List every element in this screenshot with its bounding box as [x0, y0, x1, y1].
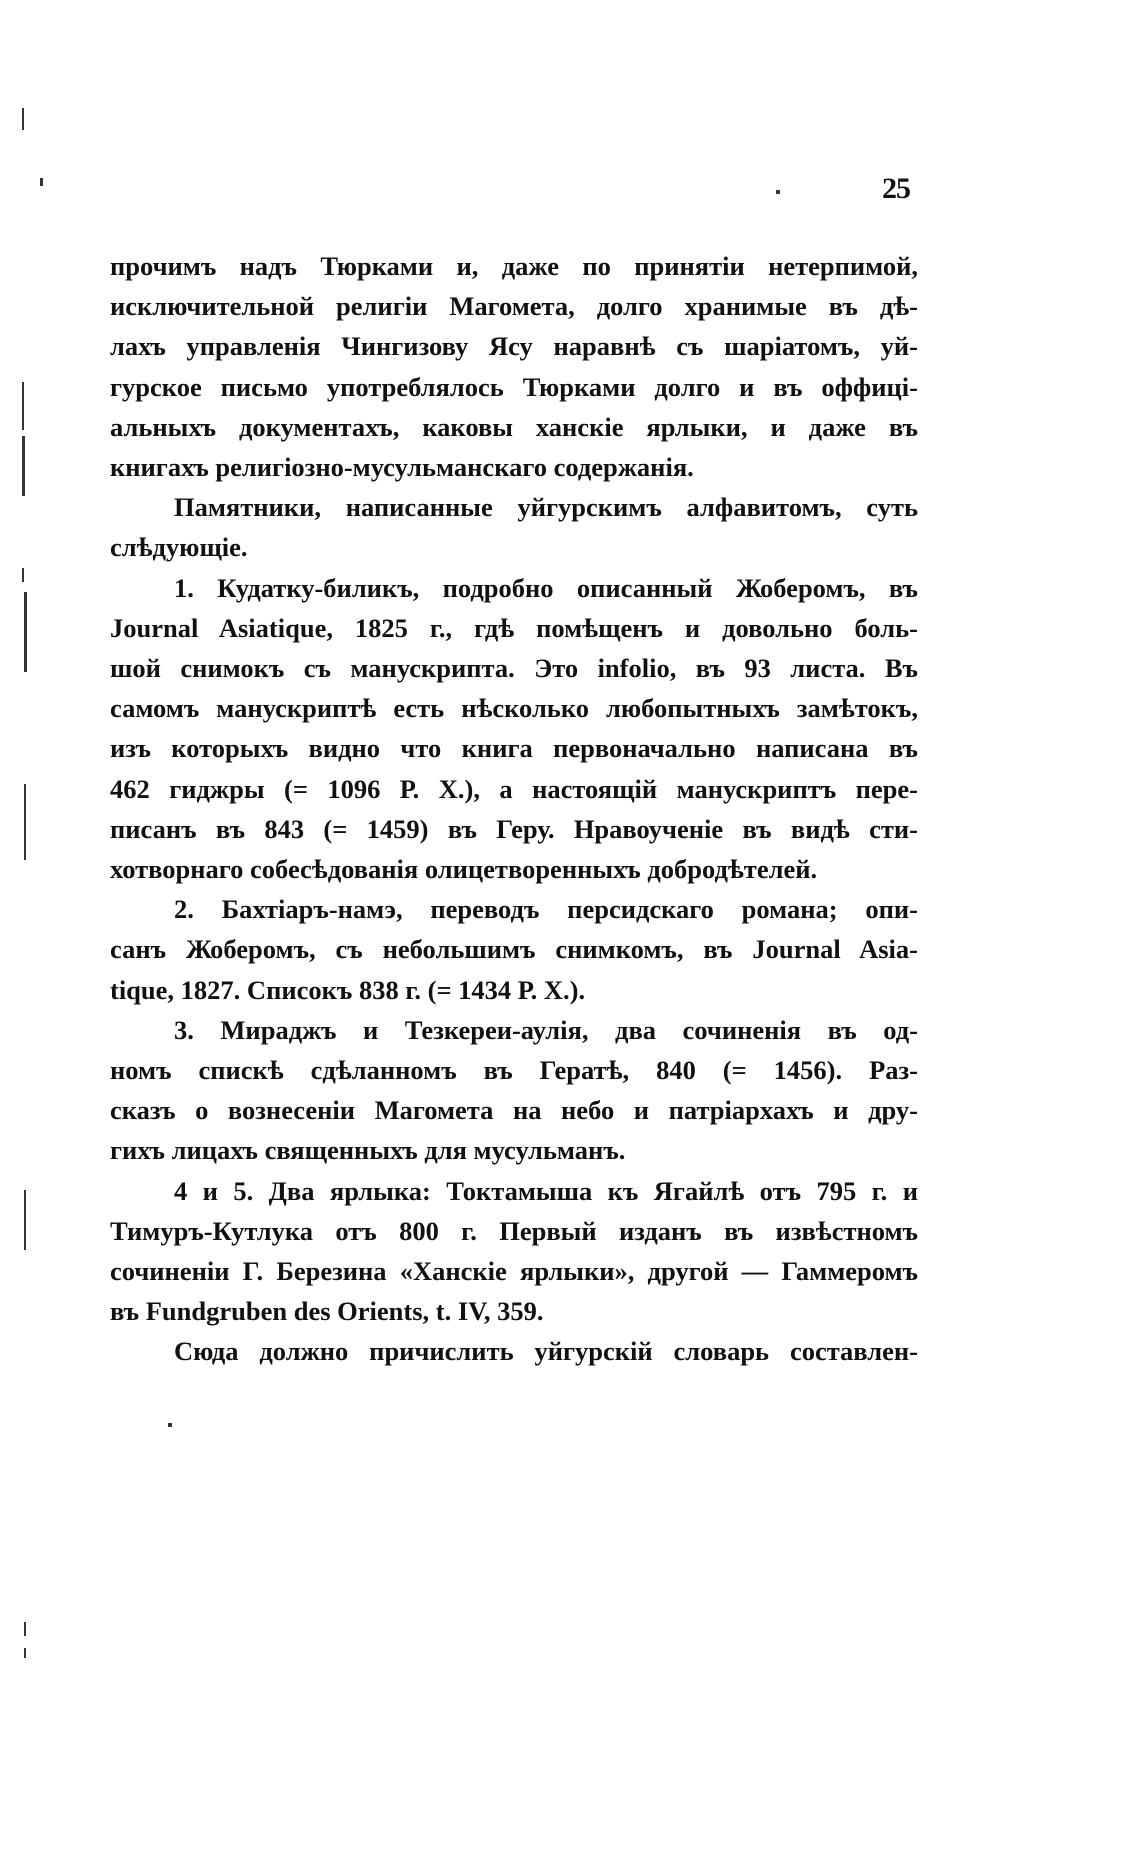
text-line: въ Fundgruben des Orients, t. IV, 359.: [110, 1296, 544, 1327]
text-line: гихъ лицахъ священныхъ для мусульманъ.: [110, 1135, 626, 1166]
text-line: шой снимокъ съ манускрипта. Это infolio, въ 93 листа. Въ: [110, 653, 918, 684]
list-item-2: [110, 889, 918, 1010]
scan-mark: [24, 1190, 26, 1250]
text-line: 2. Бахтіаръ-намэ, переводъ персидскаго романа; опи-: [174, 894, 918, 925]
body-text: [110, 246, 918, 1372]
scan-mark: [22, 108, 24, 130]
scan-mark: [24, 822, 26, 860]
text-line: 3. Мираджъ и Тезкереи-аулія, два сочиненія въ од-: [174, 1014, 918, 1045]
text-line: сказъ о вознесеніи Магомета на небо и патріархахъ и дру-: [110, 1095, 918, 1126]
text-line: книгахъ религіозно-мусульманскаго содержанія.: [110, 452, 694, 483]
text-line: сочиненіи Г. Березина «Ханскіе ярлыки», другой — Гаммеромъ: [110, 1256, 918, 1287]
text-line: Сюда должно причислить уйгурскій словарь составлен-: [174, 1336, 918, 1367]
text-line: слѣдующіе.: [110, 532, 248, 563]
scan-dot: [168, 1423, 172, 1427]
scan-mark: [22, 568, 24, 582]
paragraph-closing: [110, 1331, 918, 1371]
scan-dot: [776, 190, 780, 194]
text-line: 4 и 5. Два ярлыка: Токтамыша къ Ягайлѣ отъ 795 г. и: [174, 1175, 918, 1206]
text-line: номъ спискѣ сдѣланномъ въ Гератѣ, 840 (= 1456). Раз-: [110, 1055, 918, 1086]
text-line: гурское письмо употреблялось Тюрками долго и въ оффиці-: [110, 371, 918, 402]
text-line: Памятники, написанные уйгурскимъ алфавитомъ, суть: [174, 492, 918, 523]
scan-mark: [24, 1622, 26, 1636]
paragraph-monuments-intro: [110, 487, 918, 567]
scan-mark: [24, 592, 27, 672]
text-line: tique, 1827. Списокъ 838 г. (= 1434 Р. Х.).: [110, 974, 586, 1005]
text-line: 1. Кудатку-биликъ, подробно описанный Жоберомъ, въ: [174, 572, 918, 603]
text-line: 462 гиджры (= 1096 Р. Х.), а настоящій манускриптъ пере-: [110, 773, 918, 804]
scan-mark: [40, 178, 43, 186]
text-line: исключительной религіи Магомета, долго хранимые въ дѣ-: [110, 291, 918, 322]
list-item-3: [110, 1010, 918, 1171]
text-line: прочимъ надъ Тюрками и, даже по принятіи нетерпимой,: [110, 251, 918, 281]
scan-mark: [24, 1648, 26, 1658]
text-line: альныхъ документахъ, каковы ханскіе ярлыки, и даже въ: [110, 411, 918, 442]
list-item-4-5: [110, 1171, 918, 1332]
paragraph-continuation: [110, 246, 918, 487]
scan-mark: [22, 436, 25, 496]
text-line: Тимуръ-Кутлука отъ 800 г. Первый изданъ въ извѣстномъ: [110, 1215, 918, 1246]
text-line: санъ Жоберомъ, съ небольшимъ снимкомъ, въ Journal Asia-: [110, 934, 918, 965]
text-line: Journal Asiatique, 1825 г., гдѣ помѣщенъ и довольно боль-: [110, 612, 918, 643]
text-line: самомъ манускриптѣ есть нѣсколько любопытныхъ замѣтокъ,: [110, 693, 918, 724]
text-line: изъ которыхъ видно что книга первоначально написана въ: [110, 733, 918, 764]
list-item-1: [110, 568, 918, 890]
page-number: 25: [882, 172, 910, 205]
text-line: хотворнаго собесѣдованія олицетворенныхъ добродѣтелей.: [110, 854, 818, 885]
scan-mark: [24, 784, 26, 824]
scan-mark: [22, 382, 24, 430]
text-line: писанъ въ 843 (= 1459) въ Геру. Нравоученіе въ видѣ сти-: [110, 813, 918, 844]
text-line: лахъ управленія Чингизову Ясу наравнѣ съ шаріатомъ, уй-: [110, 331, 918, 362]
